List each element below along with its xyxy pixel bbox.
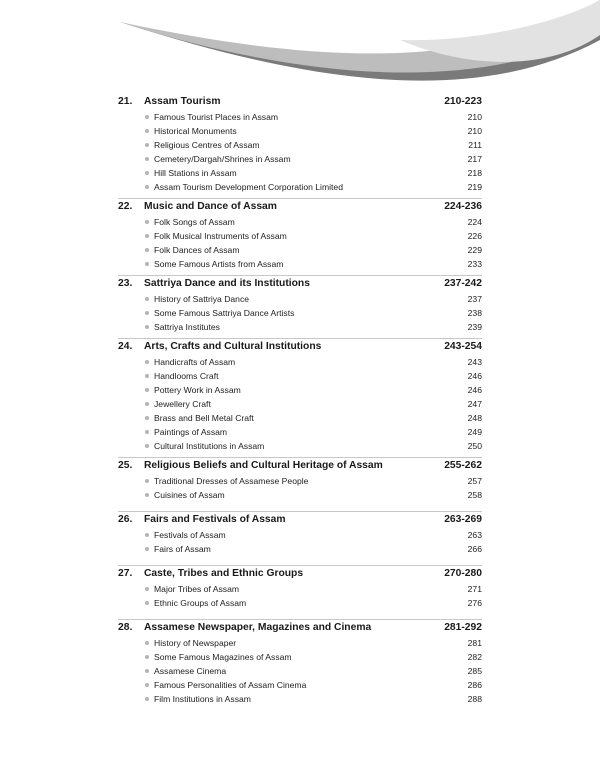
subtopic-page-number: 219 xyxy=(467,182,482,192)
subtopic-page-number: 282 xyxy=(467,652,482,662)
chapter-number: 22. xyxy=(118,201,133,212)
subtopic-title: Paintings of Assam xyxy=(154,427,228,437)
subtopic-title: Cuisines of Assam xyxy=(154,490,225,500)
bullet-dot-icon xyxy=(145,171,149,175)
subtopic-entry[interactable] xyxy=(118,320,482,334)
subtopic-entry[interactable] xyxy=(118,257,482,271)
subtopic-title: Folk Musical Instruments of Assam xyxy=(154,231,287,241)
chapter-title: Religious Beliefs and Cultural Heritage of Assam xyxy=(144,460,383,471)
subtopic-title: History of Sattriya Dance xyxy=(154,294,250,304)
chapter-section xyxy=(118,565,482,610)
bullet-dot-icon xyxy=(145,220,149,224)
subtopic-entry[interactable] xyxy=(118,355,482,369)
chapter-subtopic-list xyxy=(118,528,482,556)
subtopic-page-number: 210 xyxy=(467,112,482,122)
subtopic-entry[interactable] xyxy=(118,528,482,542)
subtopic-page-number: 233 xyxy=(467,259,482,269)
chapter-number: 23. xyxy=(118,278,133,289)
subtopic-page-number: 263 xyxy=(467,530,482,540)
subtopic-entry[interactable] xyxy=(118,229,482,243)
chapter-heading[interactable] xyxy=(118,338,482,354)
subtopic-title: Some Famous Artists from Assam xyxy=(154,259,284,269)
chapter-page-range: 224-236 xyxy=(444,201,482,212)
chapter-page-range: 237-242 xyxy=(444,278,482,289)
chapter-number: 25. xyxy=(118,460,133,471)
subtopic-entry[interactable] xyxy=(118,650,482,664)
subtopic-page-number: 276 xyxy=(467,598,482,608)
subtopic-page-number: 211 xyxy=(468,140,482,150)
subtopic-title: Famous Tourist Places in Assam xyxy=(154,112,279,122)
subtopic-title: Ethnic Groups of Assam xyxy=(154,598,247,608)
chapter-title: Assam Tourism xyxy=(144,96,221,107)
subtopic-entry[interactable] xyxy=(118,596,482,610)
bullet-dot-icon xyxy=(145,479,149,483)
bullet-dot-icon xyxy=(145,374,149,378)
chapter-subtopic-list xyxy=(118,292,482,334)
chapter-section xyxy=(118,457,482,502)
subtopic-page-number: 286 xyxy=(467,680,482,690)
chapter-section xyxy=(118,198,482,271)
bullet-dot-icon xyxy=(145,669,149,673)
bullet-dot-icon xyxy=(145,185,149,189)
subtopic-entry[interactable] xyxy=(118,383,482,397)
subtopic-page-number: 217 xyxy=(467,154,482,164)
subtopic-entry[interactable] xyxy=(118,678,482,692)
subtopic-entry[interactable] xyxy=(118,664,482,678)
chapter-section xyxy=(118,511,482,556)
bullet-dot-icon xyxy=(145,430,149,434)
chapter-title: Sattriya Dance and its Institutions xyxy=(144,278,310,289)
chapter-title: Caste, Tribes and Ethnic Groups xyxy=(144,568,304,579)
bullet-dot-icon xyxy=(145,157,149,161)
subtopic-title: Major Tribes of Assam xyxy=(154,584,240,594)
bullet-dot-icon xyxy=(145,297,149,301)
chapter-page-range: 263-269 xyxy=(444,514,482,525)
subtopic-entry[interactable] xyxy=(118,243,482,257)
subtopic-entry[interactable] xyxy=(118,110,482,124)
subtopic-entry[interactable] xyxy=(118,474,482,488)
subtopic-title: Film Institutions in Assam xyxy=(154,694,251,704)
bullet-dot-icon xyxy=(145,533,149,537)
chapter-heading[interactable] xyxy=(118,619,482,635)
subtopic-entry[interactable] xyxy=(118,215,482,229)
subtopic-title: History of Newspaper xyxy=(154,638,237,648)
subtopic-page-number: 271 xyxy=(467,584,482,594)
subtopic-page-number: 281 xyxy=(467,638,482,648)
chapter-page-range: 243-254 xyxy=(444,341,482,352)
subtopic-page-number: 266 xyxy=(467,544,482,554)
chapter-title: Fairs and Festivals of Assam xyxy=(144,514,286,525)
chapter-heading[interactable] xyxy=(118,275,482,291)
chapter-title: Arts, Crafts and Cultural Institutions xyxy=(144,341,322,352)
chapter-heading[interactable] xyxy=(118,94,482,109)
subtopic-page-number: 237 xyxy=(467,294,482,304)
subtopic-title: Festivals of Assam xyxy=(154,530,226,540)
subtopic-title: Famous Personalities of Assam Cinema xyxy=(154,680,307,690)
chapter-section xyxy=(118,94,482,194)
subtopic-title: Traditional Dresses of Assamese People xyxy=(154,476,309,486)
chapter-subtopic-list xyxy=(118,215,482,271)
subtopic-entry[interactable] xyxy=(118,397,482,411)
subtopic-title: Brass and Bell Metal Craft xyxy=(154,413,254,423)
subtopic-title: Cemetery/Dargah/Shrines in Assam xyxy=(154,154,291,164)
subtopic-title: Jewellery Craft xyxy=(154,399,211,409)
subtopic-page-number: 246 xyxy=(467,385,482,395)
bullet-dot-icon xyxy=(145,143,149,147)
bullet-dot-icon xyxy=(145,115,149,119)
subtopic-entry[interactable] xyxy=(118,425,482,439)
subtopic-page-number: 257 xyxy=(467,476,482,486)
subtopic-entry[interactable] xyxy=(118,692,482,706)
subtopic-title: Assam Tourism Development Corporation Limited xyxy=(154,182,343,192)
chapter-subtopic-list xyxy=(118,582,482,610)
bullet-dot-icon xyxy=(145,587,149,591)
subtopic-page-number: 210 xyxy=(467,126,482,136)
bullet-dot-icon xyxy=(145,547,149,551)
subtopic-page-number: 249 xyxy=(467,427,482,437)
subtopic-title: Hill Stations in Assam xyxy=(154,168,237,178)
subtopic-entry[interactable] xyxy=(118,166,482,180)
subtopic-page-number: 288 xyxy=(467,694,482,704)
bullet-dot-icon xyxy=(145,129,149,133)
bullet-dot-icon xyxy=(145,311,149,315)
subtopic-page-number: 238 xyxy=(467,308,482,318)
chapter-subtopic-list xyxy=(118,474,482,502)
bullet-dot-icon xyxy=(145,234,149,238)
chapter-page-range: 281-292 xyxy=(444,622,482,633)
subtopic-page-number: 285 xyxy=(467,666,482,676)
bullet-dot-icon xyxy=(145,388,149,392)
subtopic-title: Cultural Institutions in Assam xyxy=(154,441,265,451)
chapter-heading[interactable] xyxy=(118,511,482,527)
chapter-title: Music and Dance of Assam xyxy=(144,201,277,212)
subtopic-entry[interactable] xyxy=(118,292,482,306)
chapter-section xyxy=(118,619,482,706)
chapter-heading[interactable] xyxy=(118,457,482,473)
subtopic-entry[interactable] xyxy=(118,180,482,194)
bullet-dot-icon xyxy=(145,641,149,645)
subtopic-page-number: 247 xyxy=(467,399,482,409)
chapter-subtopic-list xyxy=(118,636,482,706)
header-swoosh-decoration xyxy=(0,0,600,90)
subtopic-page-number: 248 xyxy=(467,413,482,423)
subtopic-title: Pottery Work in Assam xyxy=(154,385,241,395)
subtopic-title: Some Famous Magazines of Assam xyxy=(154,652,292,662)
subtopic-entry[interactable] xyxy=(118,411,482,425)
subtopic-entry[interactable] xyxy=(118,542,482,556)
subtopic-page-number: 218 xyxy=(467,168,482,178)
bullet-dot-icon xyxy=(145,402,149,406)
chapter-number: 21. xyxy=(118,96,133,107)
bullet-dot-icon xyxy=(145,325,149,329)
subtopic-page-number: 250 xyxy=(467,441,482,451)
subtopic-page-number: 239 xyxy=(467,322,482,332)
subtopic-entry[interactable] xyxy=(118,124,482,138)
chapter-subtopic-list xyxy=(118,110,482,194)
chapter-page-range: 210-223 xyxy=(444,96,482,107)
subtopic-entry[interactable] xyxy=(118,439,482,453)
chapter-heading[interactable] xyxy=(118,565,482,581)
subtopic-title: Some Famous Sattriya Dance Artists xyxy=(154,308,295,318)
subtopic-entry[interactable] xyxy=(118,582,482,596)
subtopic-page-number: 243 xyxy=(467,357,482,367)
chapter-number: 27. xyxy=(118,568,133,579)
table-of-contents xyxy=(118,94,482,706)
chapter-number: 24. xyxy=(118,341,133,352)
subtopic-page-number: 226 xyxy=(467,231,482,241)
chapter-page-range: 255-262 xyxy=(444,460,482,471)
bullet-dot-icon xyxy=(145,601,149,605)
chapter-title: Assamese Newspaper, Magazines and Cinema xyxy=(144,622,372,633)
chapter-number: 26. xyxy=(118,514,133,525)
chapter-page-range: 270-280 xyxy=(444,568,482,579)
bullet-dot-icon xyxy=(145,493,149,497)
subtopic-page-number: 246 xyxy=(467,371,482,381)
subtopic-page-number: 229 xyxy=(467,245,482,255)
subtopic-page-number: 224 xyxy=(467,217,482,227)
subtopic-entry[interactable] xyxy=(118,138,482,152)
subtopic-title: Fairs of Assam xyxy=(154,544,211,554)
subtopic-title: Handicrafts of Assam xyxy=(154,357,236,367)
subtopic-entry[interactable] xyxy=(118,369,482,383)
subtopic-title: Historical Monuments xyxy=(154,126,237,136)
subtopic-title: Religious Centres of Assam xyxy=(154,140,260,150)
bullet-dot-icon xyxy=(145,444,149,448)
bullet-dot-icon xyxy=(145,697,149,701)
subtopic-entry[interactable] xyxy=(118,152,482,166)
chapter-number: 28. xyxy=(118,622,133,633)
subtopic-page-number: 258 xyxy=(467,490,482,500)
chapter-heading[interactable] xyxy=(118,198,482,214)
subtopic-title: Folk Songs of Assam xyxy=(154,217,235,227)
subtopic-title: Assamese Cinema xyxy=(154,666,227,676)
bullet-dot-icon xyxy=(145,416,149,420)
subtopic-title: Folk Dances of Assam xyxy=(154,245,240,255)
subtopic-entry[interactable] xyxy=(118,636,482,650)
subtopic-title: Handlooms Craft xyxy=(154,371,219,381)
bullet-dot-icon xyxy=(145,360,149,364)
bullet-dot-icon xyxy=(145,248,149,252)
bullet-dot-icon xyxy=(145,683,149,687)
bullet-dot-icon xyxy=(145,655,149,659)
subtopic-entry[interactable] xyxy=(118,306,482,320)
chapter-subtopic-list xyxy=(118,355,482,453)
chapter-section xyxy=(118,338,482,453)
subtopic-entry[interactable] xyxy=(118,488,482,502)
subtopic-title: Sattriya Institutes xyxy=(154,322,220,332)
bullet-dot-icon xyxy=(145,262,149,266)
chapter-section xyxy=(118,275,482,334)
